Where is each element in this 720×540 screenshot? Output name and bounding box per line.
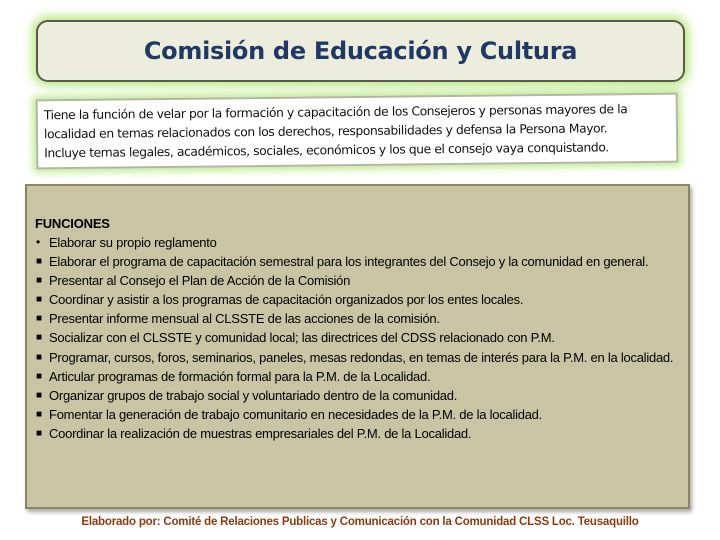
- function-text: Socializar con el CLSSTE y comunidad local; las directrices del CDSS relacionado con P.M.: [49, 330, 555, 346]
- description-box: [36, 93, 679, 170]
- function-text: Elaborar su propio reglamento: [49, 235, 217, 250]
- functions-heading: FUNCIONES: [35, 216, 110, 231]
- list-item: [35, 309, 678, 328]
- list-item: [35, 252, 678, 271]
- function-text: Organizar grupos de trabajo social y voluntariado dentro de la comunidad.: [49, 387, 458, 403]
- list-item: [35, 233, 678, 252]
- bullet-square-icon: ■: [36, 275, 42, 287]
- functions-list: [35, 233, 678, 443]
- list-item: [35, 424, 678, 443]
- list-item: [35, 328, 678, 347]
- title-box: [36, 20, 685, 82]
- function-text: Coordinar la realización de muestras empresariales del P.M. de la Localidad.: [49, 425, 472, 441]
- bullet-square-icon: ■: [36, 408, 42, 420]
- bullet-square-icon: ■: [36, 332, 42, 344]
- functions-box: [25, 184, 690, 509]
- function-text: Presentar informe mensual al CLSSTE de las acciones de la comisión.: [49, 311, 440, 327]
- page-title: Comisión de Educación y Cultura: [143, 37, 578, 65]
- bullet-dot-icon: •: [36, 235, 40, 249]
- bullet-square-icon: ■: [36, 313, 42, 325]
- list-item: [35, 367, 678, 386]
- bullet-square-icon: ■: [36, 351, 42, 363]
- list-item: [35, 271, 678, 290]
- list-item: [35, 290, 678, 309]
- bullet-square-icon: ■: [36, 389, 42, 401]
- function-text: Elaborar el programa de capacitación semestral para los integrantes del Consejo y la comunidad en general.: [49, 254, 649, 270]
- bullet-square-icon: ■: [36, 256, 42, 268]
- function-text: Coordinar y asistir a los programas de capacitación organizados por los entes locales.: [49, 292, 524, 308]
- description-line: Incluye temas legales, académicos, sociales, económicos y los que el consejo vaya conquistando.: [44, 140, 609, 161]
- footer-credit: Elaborado por: Comité de Relaciones Publicas y Comunicación con la Comunidad CLSS Loc. Teusaquillo: [81, 516, 639, 528]
- function-text: Articular programas de formación formal para la P.M. de la Localidad.: [49, 368, 431, 384]
- bullet-square-icon: ■: [36, 427, 42, 439]
- list-item: [35, 348, 678, 367]
- bullet-square-icon: ■: [36, 370, 42, 382]
- bullet-square-icon: ■: [36, 294, 42, 306]
- list-item: [35, 386, 678, 405]
- description-line: localidad en temas relacionados con los derechos, responsabilidades y defensa la Persona Mayor.: [43, 121, 608, 142]
- list-item: [35, 405, 678, 424]
- description-line: Tiene la función de velar por la formación y capacitación de los Consejeros y personas mayores de la: [43, 102, 628, 123]
- function-text: Fomentar la generación de trabajo comunitario en necesidades de la P.M. de la localidad.: [49, 406, 543, 422]
- function-text: Presentar al Consejo el Plan de Acción de la Comisión: [49, 273, 351, 289]
- function-text: Programar, cursos, foros, seminarios, paneles, mesas redondas, en temas de interés para la P.M. en la localidad.: [49, 349, 674, 365]
